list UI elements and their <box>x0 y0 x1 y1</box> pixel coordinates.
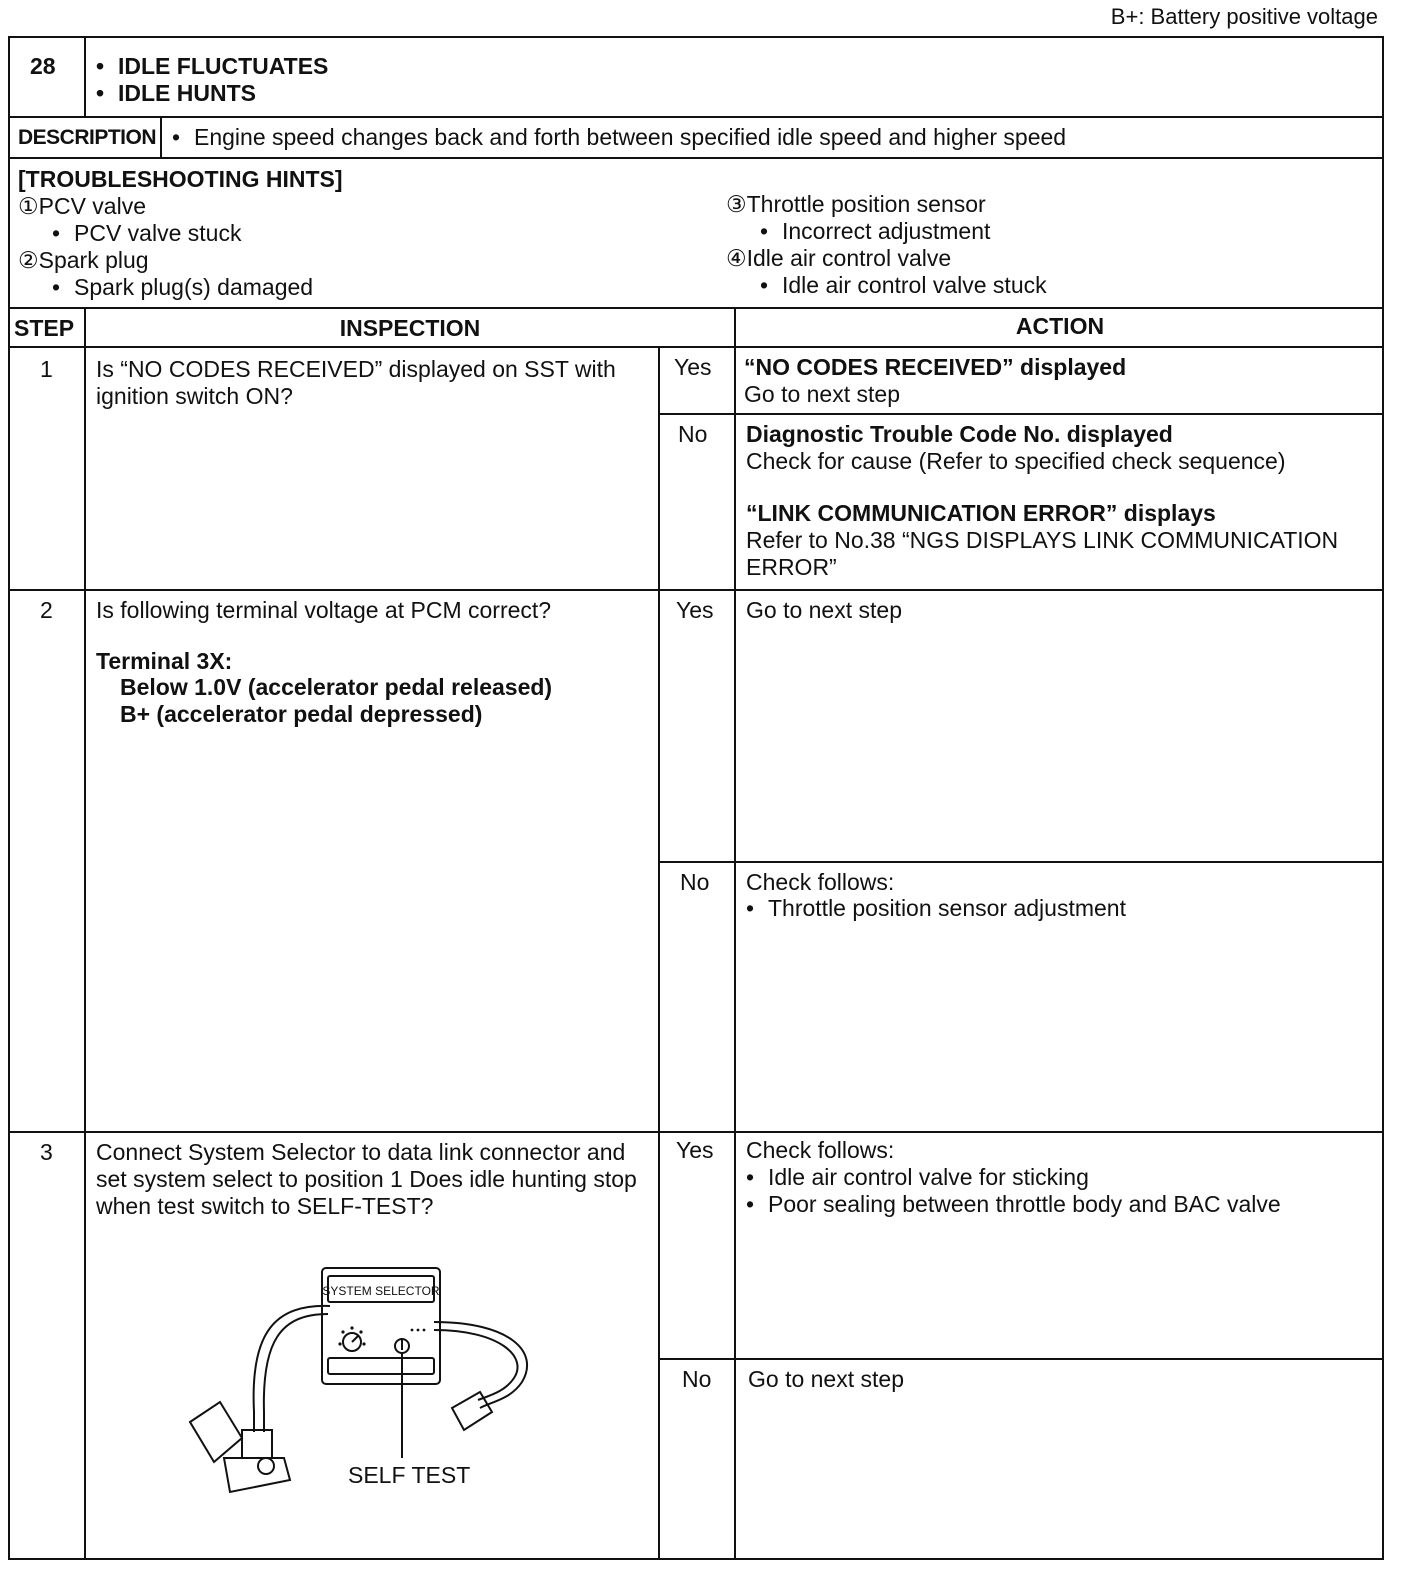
column-step: STEP <box>14 315 75 341</box>
rule-action-col <box>734 307 736 1560</box>
step-2-no: No <box>680 869 710 895</box>
hint-1-label: ①PCV valve <box>18 193 146 219</box>
step-2-inspection: Is following terminal voltage at PCM correct? <box>96 597 552 623</box>
description-label: DESCRIPTION <box>18 126 157 149</box>
step-2-number: 2 <box>40 597 53 623</box>
step-3-inspection: Connect System Selector to data link connector and set system select to position 1 Does idle hunting stop when test switch to SELF-TEST? <box>96 1139 637 1219</box>
left-cable <box>254 1306 330 1432</box>
hints-title: [TROUBLESHOOTING HINTS] <box>18 166 343 192</box>
selector-label: SYSTEM SELECTOR <box>322 1284 440 1298</box>
step-2-terminal: Terminal 3X: <box>96 648 233 674</box>
step-2-yes-text: Go to next step <box>746 597 902 623</box>
step-3-no-text: Go to next step <box>748 1366 904 1392</box>
symptom-number: 28 <box>30 53 56 79</box>
column-action: ACTION <box>1015 313 1105 339</box>
column-inspection: INSPECTION <box>339 315 481 341</box>
symptom-1: • IDLE FLUCTUATES <box>96 53 328 80</box>
hint-4-detail: • Idle air control valve stuck <box>760 272 1047 299</box>
step-3-yes-text: Check follows: <box>746 1137 895 1163</box>
step-2-no-text: Check follows: <box>746 869 895 895</box>
rule-hints <box>8 307 1384 309</box>
self-test-callout: SELF TEST <box>348 1462 471 1488</box>
hint-4-label: ④Idle air control valve <box>726 245 952 271</box>
hint-2-detail: • Spark plug(s) damaged <box>52 274 313 301</box>
step-3-yes-bullet-1: • Idle air control valve for sticking <box>746 1164 1089 1191</box>
rule-step2-answers <box>658 861 1384 863</box>
hint-1-detail: • PCV valve stuck <box>52 220 241 247</box>
step-1-inspection: Is “NO CODES RECEIVED” displayed on SST with ignition switch ON? <box>96 356 616 409</box>
rule-step1-answers <box>658 413 1384 415</box>
left-connector-icon <box>242 1430 272 1458</box>
step-1-no-text-link: Refer to No.38 “NGS DISPLAYS LINK COMMUNICATION ERROR” <box>746 527 1339 580</box>
hint-3-detail: • Incorrect adjustment <box>760 218 990 245</box>
step-1-yes: Yes <box>674 354 712 380</box>
step-1-number: 1 <box>40 356 53 382</box>
battery-voltage-note: B+: Battery positive voltage <box>1110 4 1378 29</box>
step-1-no: No <box>678 421 708 447</box>
symptom-2: • IDLE HUNTS <box>96 80 256 107</box>
step-1-yes-text: Go to next step <box>744 381 900 407</box>
step-1-no-title-link: “LINK COMMUNICATION ERROR” displays <box>746 500 1216 526</box>
step-2-no-bullet-1: • Throttle position sensor adjustment <box>746 895 1126 922</box>
rule-columns <box>8 346 1384 348</box>
rule-description <box>8 157 1384 159</box>
rule-header <box>8 116 1384 118</box>
rule-step3-answers <box>658 1358 1384 1360</box>
description-text: • Engine speed changes back and forth between specified idle speed and higher speed <box>172 124 1066 151</box>
rule-step1 <box>8 589 1384 591</box>
step-2-spec-released: Below 1.0V (accelerator pedal released) <box>120 674 553 700</box>
step-2-yes: Yes <box>676 597 714 623</box>
step-1-yes-title: “NO CODES RECEIVED” displayed <box>744 354 1127 380</box>
step-1-no-text-dtc: Check for cause (Refer to specified check sequence) <box>746 448 1286 474</box>
hint-2-label: ②Spark plug <box>18 247 149 273</box>
step-1-no-title-dtc: Diagnostic Trouble Code No. displayed <box>746 421 1173 447</box>
hint-3-label: ③Throttle position sensor <box>726 191 986 217</box>
rule-answer-col <box>658 346 660 1560</box>
rule-step-col <box>84 307 86 1560</box>
step-3-number: 3 <box>40 1139 53 1165</box>
selector-bottom-plate <box>328 1358 434 1374</box>
step-3-yes: Yes <box>676 1137 714 1163</box>
rule-number-divider <box>84 36 86 117</box>
step-3-yes-bullet-2: • Poor sealing between throttle body and BAC valve <box>746 1191 1281 1218</box>
rule-step2 <box>8 1131 1384 1133</box>
step-2-spec-depressed: B+ (accelerator pedal depressed) <box>120 701 483 727</box>
rule-description-divider <box>160 116 162 158</box>
step-3-no: No <box>682 1366 712 1392</box>
